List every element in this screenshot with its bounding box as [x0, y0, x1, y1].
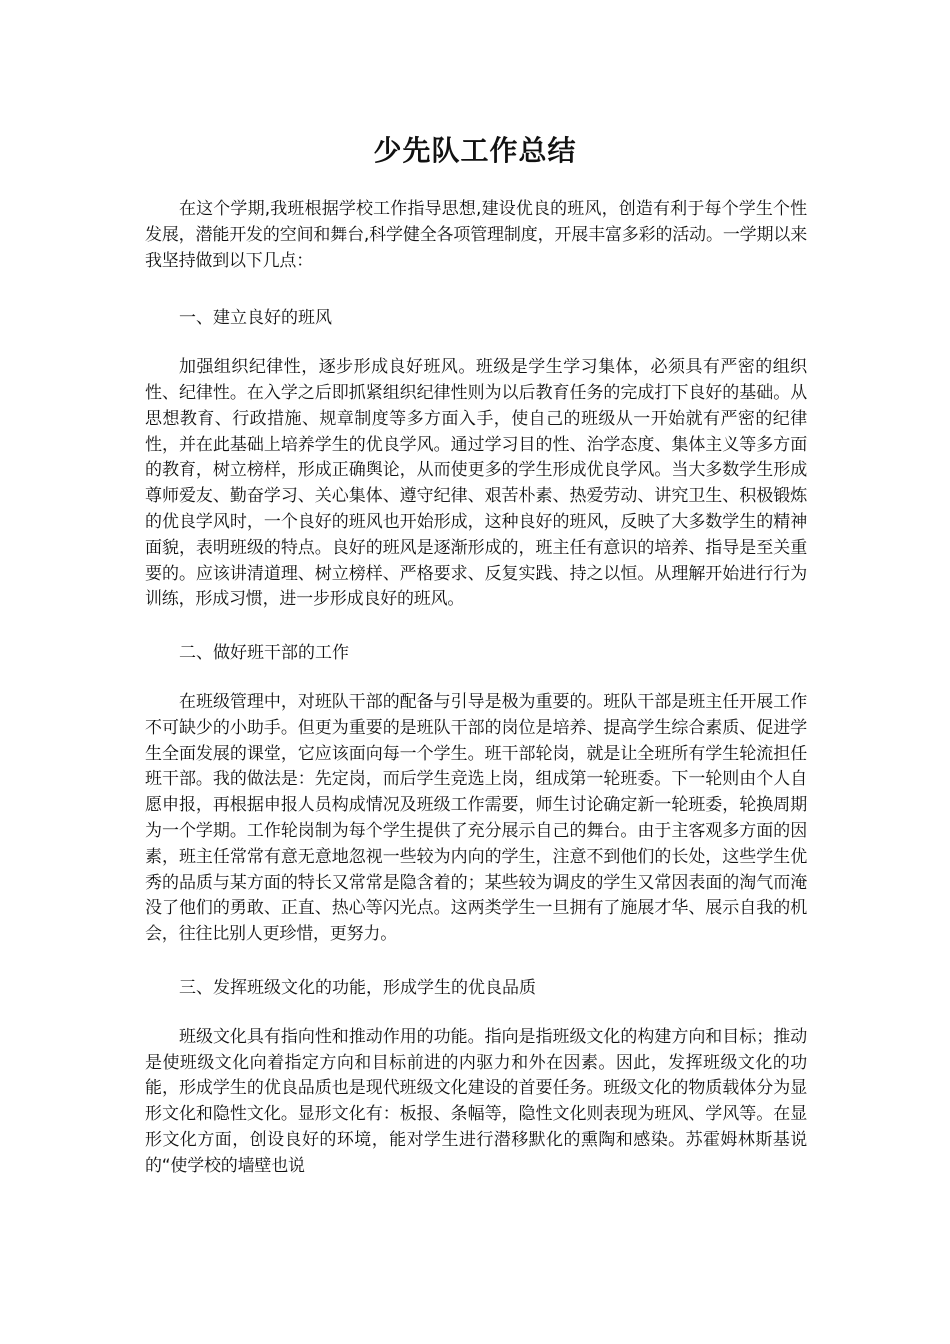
section-body-1: 加强组织纪律性，逐步形成良好班风。班级是学生学习集体，必须具有严密的组织性、纪律性。在入学之后即抓紧组织纪律性则为以后教育任务的完成打下良好的基础。从思想教育、行政措施、规章制度等多方面入手，使自己的班级从一开始就有严密的纪律性，并在此基础上培养学生的优良学风。通过学习目的性、治学态度、集体主义等多方面的教育，树立榜样，形成正确舆论，从而使更多的学生形成优良学风。当大多数学生形成尊师爱友、勤奋学习、关心集体、遵守纪律、艰苦朴素、热爱劳动、讲究卫生、积极锻炼的优良学风时，一个良好的班风也开始形成，这种良好的班风，反映了大多数学生的精神面貌，表明班级的特点。良好的班风是逐渐形成的，班主任有意识的培养、指导是至关重要的。应该讲清道理、树立榜样、严格要求、反复实践、持之以恒。从理解开始进行行为训练，形成习惯，进一步形成良好的班风。 [145, 357, 807, 610]
document-body [145, 197, 807, 1180]
section-body-2: 在班级管理中，对班队干部的配备与引导是极为重要的。班队干部是班主任开展工作不可缺少的小助手。但更为重要的是班队干部的岗位是培养、提高学生综合素质、促进学生全面发展的课堂，它应该面向每一个学生。班干部轮岗，就是让全班所有学生轮流担任班干部。我的做法是：先定岗，而后学生竞选上岗，组成第一轮班委。下一轮则由个人自愿申报，再根据申报人员构成情况及班级工作需要，师生讨论确定新一轮班委，轮换周期为一个学期。工作轮岗制为每个学生提供了充分展示自己的舞台。由于主客观多方面的因素，班主任常常有意无意地忽视一些较为内向的学生，注意不到他们的长处，这些学生优秀的品质与某方面的特长又常常是隐含着的；某些较为调皮的学生又常因表面的淘气而淹没了他们的勇敢、正直、热心等闪光点。这两类学生一旦拥有了施展才华、展示自我的机会，往往比别人更珍惜，更努力。 [145, 691, 807, 945]
section-heading-1: 一、建立良好的班风 [179, 308, 332, 329]
intro-paragraph: 在这个学期,我班根据学校工作指导思想,建设优良的班风，创造有利于每个学生个性发展，潜能开发的空间和舞台,科学健全各项管理制度，开展丰富多彩的活动。一学期以来我坚持做到以下几点： [145, 199, 807, 271]
document-title: 少先队工作总结 [373, 134, 577, 167]
section-body-3: 班级文化具有指向性和推动作用的功能。指向是指班级文化的构建方向和目标；推动是使班级文化向着指定方向和目标前进的内驱力和外在因素。因此，发挥班级文化的功能，形成学生的优良品质也是现代班级文化建设的首要任务。班级文化的物质载体分为显形文化和隐性文化。显形文化有：板报、条幅等，隐性文化则表现为班风、学风等。在显形文化方面，创设良好的环境，能对学生进行潜移默化的熏陶和感染。苏霍姆林斯基说的“使学校的墙壁也说 [145, 1026, 807, 1176]
section-heading-2: 二、做好班干部的工作 [179, 643, 349, 664]
section-heading-3: 三、发挥班级文化的功能，形成学生的优良品质 [179, 977, 536, 998]
